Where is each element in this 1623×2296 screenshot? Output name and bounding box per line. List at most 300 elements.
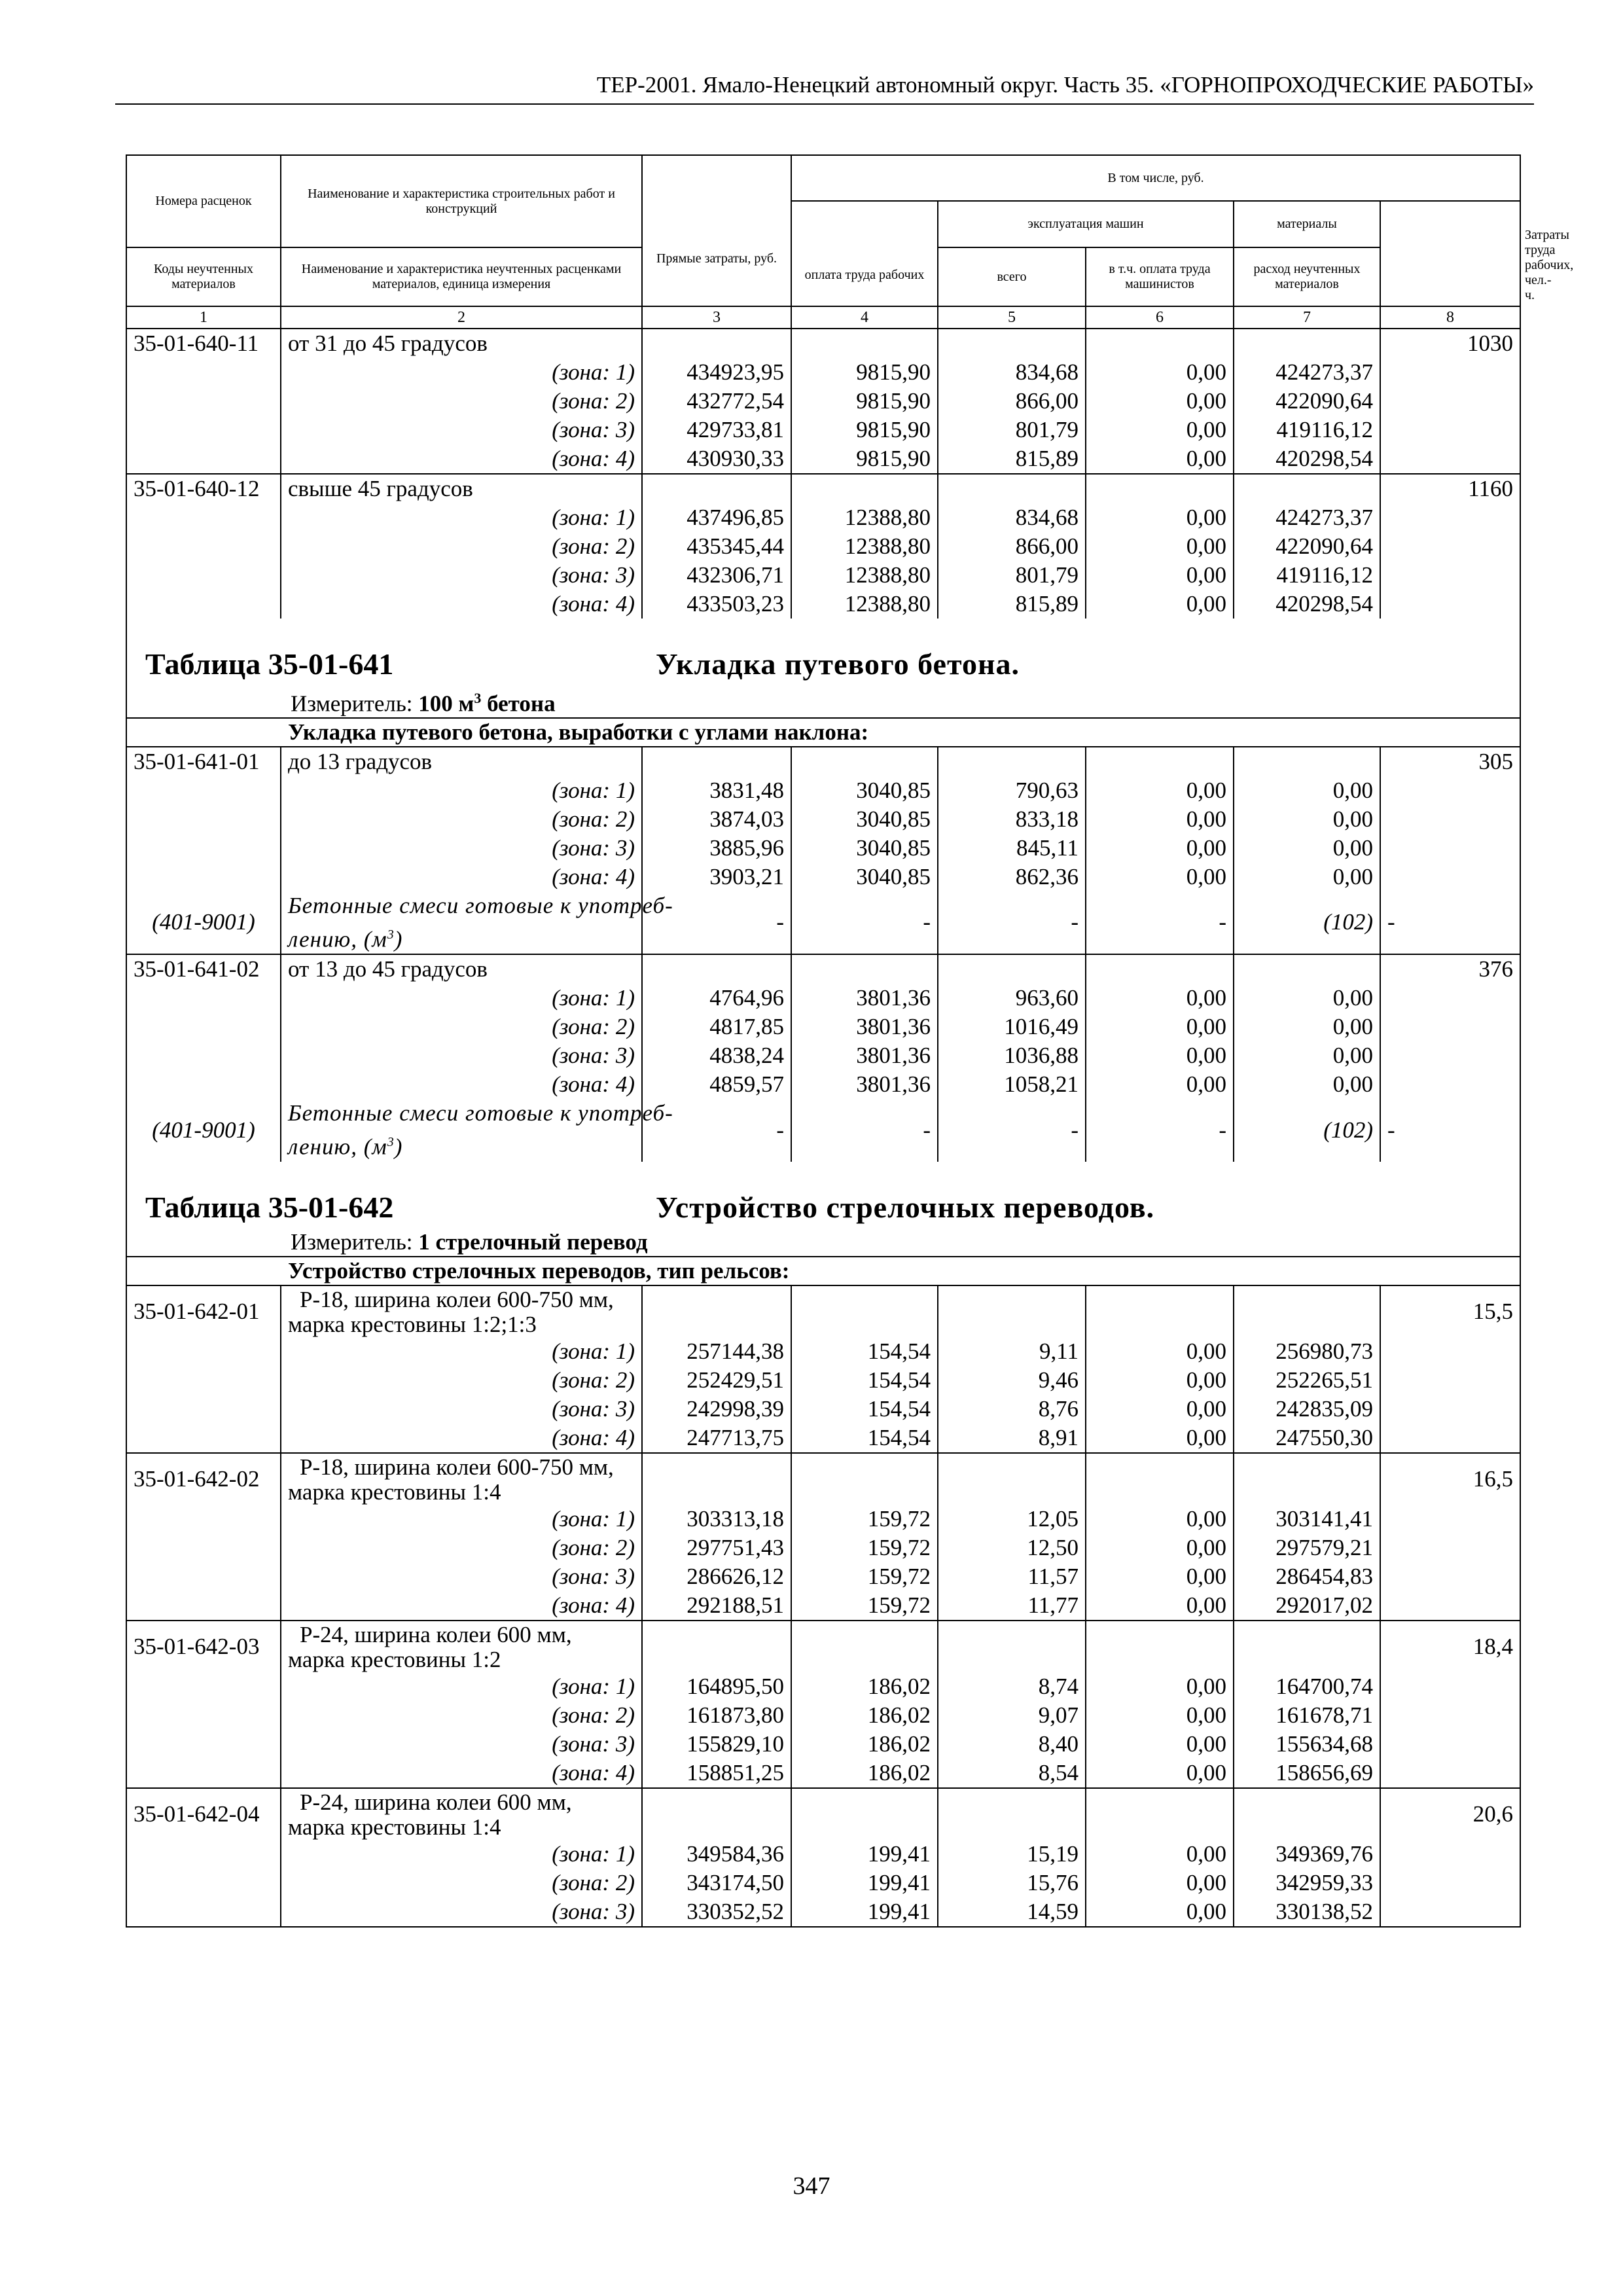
zone-value: 9815,90 [791,387,938,416]
zone-label: (зона: 3) [281,1730,642,1759]
zone-value: 437496,85 [642,503,791,532]
material-value: - [642,1099,791,1162]
empty-cell [1380,805,1520,834]
empty-cell [938,329,1086,358]
rate-code: 35-01-642-04 [126,1788,281,1840]
rate-code: 35-01-640-12 [126,474,281,503]
zone-value: 3801,36 [791,1013,938,1041]
zone-value: 247713,75 [642,1424,791,1453]
zone-value: 164700,74 [1234,1672,1380,1701]
empty-cell [126,1730,281,1759]
header-rule [115,103,1534,105]
table-number: Таблица 35-01-641 [145,647,394,681]
zone-value: 419116,12 [1234,416,1380,444]
empty-cell [126,1672,281,1701]
labor-cost: 1160 [1380,474,1520,503]
material-name-line1: Бетонные смеси готовые к употреб- [288,1100,673,1126]
material-name-line1: Бетонные смеси готовые к употреб- [288,892,673,918]
measure-superscript: 3 [474,690,482,706]
empty-cell [126,1424,281,1453]
table-row [126,1621,1520,1672]
zone-value: 4817,85 [642,1013,791,1041]
empty-cell [126,1869,281,1897]
empty-cell [1380,1730,1520,1759]
empty-cell [126,1534,281,1562]
rate-code: 35-01-642-02 [126,1453,281,1505]
measure [126,685,1520,718]
empty-cell [126,590,281,619]
zone-label: (зона: 4) [281,1591,642,1621]
zone-row [126,1013,1520,1041]
zone-value: 866,00 [938,532,1086,561]
empty-cell [1380,1505,1520,1534]
rate-name: свыше 45 градусов [281,474,642,503]
empty-cell [126,444,281,474]
rate-name: до 13 градусов [281,747,642,776]
zone-value: 1036,88 [938,1041,1086,1070]
empty-cell [1086,1453,1234,1505]
col-header-machines-total: всего [938,247,1086,306]
table-row [126,1285,1520,1337]
zone-value: 0,00 [1086,1366,1234,1395]
zone-row [126,358,1520,387]
empty-cell [126,1013,281,1041]
empty-cell [1380,1759,1520,1788]
zone-value: 12,50 [938,1534,1086,1562]
empty-cell [1380,1534,1520,1562]
empty-cell [1234,329,1380,358]
measure-tail: бетона [481,691,556,717]
material-labor: - [1380,891,1520,955]
zone-value: 12388,80 [791,561,938,590]
material-value: - [642,891,791,955]
zone-value: 3885,96 [642,834,791,863]
zone-row [126,863,1520,891]
zone-value: 845,11 [938,834,1086,863]
empty-cell [1380,1041,1520,1070]
zone-row [126,1562,1520,1591]
material-code: (401-9001) [126,1099,281,1162]
empty-cell [1234,1621,1380,1672]
rate-name [281,1453,642,1505]
empty-cell [791,1285,938,1337]
empty-cell [791,1621,938,1672]
rate-code: 35-01-642-03 [126,1621,281,1672]
empty-cell [791,474,938,503]
rate-name-line1: Р-24, ширина колеи 600 мм, [300,1789,572,1815]
zone-value: 3801,36 [791,1041,938,1070]
zone-label: (зона: 2) [281,1869,642,1897]
zone-value: 292188,51 [642,1591,791,1621]
zone-value: 292017,02 [1234,1591,1380,1621]
col-header-material-consumption: расход неучтенных материалов [1234,247,1380,306]
empty-cell [1380,1897,1520,1927]
col-header-materials: материалы [1234,201,1380,247]
zone-value: 0,00 [1234,863,1380,891]
zone-value: 242835,09 [1234,1395,1380,1424]
empty-cell [126,863,281,891]
empty-cell [126,532,281,561]
table-title [126,619,1520,685]
zone-row [126,984,1520,1013]
section-row [126,718,1520,747]
zone-label: (зона: 3) [281,1395,642,1424]
zone-label: (зона: 2) [281,532,642,561]
table-row [126,1788,1520,1840]
zone-row [126,1869,1520,1897]
zone-value: 815,89 [938,590,1086,619]
rate-name-line1: Р-24, ширина колеи 600 мм, [300,1621,572,1647]
empty-cell [791,954,938,984]
zone-value: 834,68 [938,503,1086,532]
empty-cell [126,1337,281,1366]
zone-value: 3801,36 [791,984,938,1013]
zone-value: 0,00 [1086,1591,1234,1621]
col-header-group: В том числе, руб. [791,155,1520,201]
empty-cell [642,954,791,984]
col-number: 6 [1086,306,1234,329]
zone-label: (зона: 2) [281,1013,642,1041]
zone-label: (зона: 1) [281,1672,642,1701]
col-number: 3 [642,306,791,329]
zone-value: 158656,69 [1234,1759,1380,1788]
zone-value: 4838,24 [642,1041,791,1070]
table-title [126,1162,1520,1229]
col-header-labor-pay: оплата труда рабочих [791,201,938,306]
empty-cell [1380,1672,1520,1701]
empty-cell [126,776,281,805]
zone-value: 8,76 [938,1395,1086,1424]
col-number: 8 [1380,306,1520,329]
measure-row [126,1229,1520,1257]
zone-label: (зона: 3) [281,1041,642,1070]
rate-code: 35-01-642-01 [126,1285,281,1337]
zone-label: (зона: 1) [281,984,642,1013]
empty-cell [1380,1591,1520,1621]
empty-cell [1086,1285,1234,1337]
zone-value: 186,02 [791,1759,938,1788]
zone-value: 3831,48 [642,776,791,805]
empty-cell [1086,747,1234,776]
empty-cell [1380,1840,1520,1869]
empty-cell [791,1788,938,1840]
empty-cell [1380,834,1520,863]
zone-value: 0,00 [1234,1013,1380,1041]
measure-row [126,685,1520,718]
material-row [126,1099,1520,1162]
section-title: Укладка путевого бетона, выработки с углами наклона: [126,718,1520,747]
empty-cell [126,1562,281,1591]
zone-value: 422090,64 [1234,387,1380,416]
zone-value: 154,54 [791,1366,938,1395]
zone-value: 0,00 [1086,590,1234,619]
material-value: - [791,891,938,955]
zone-value: 420298,54 [1234,444,1380,474]
col-header-rate-numbers: Номера расценок [126,155,281,247]
measure-label: Измеритель: [291,691,419,717]
material-name [281,1099,673,1162]
zone-value: 12388,80 [791,590,938,619]
zone-row [126,834,1520,863]
zone-label: (зона: 1) [281,1505,642,1534]
table-title-text: Устройство стрелочных переводов. [656,1190,1155,1224]
zone-value: 862,36 [938,863,1086,891]
zone-value: 12388,80 [791,503,938,532]
zone-row [126,532,1520,561]
col-header-machines: эксплуатация машин [938,201,1234,247]
zone-value: 155634,68 [1234,1730,1380,1759]
zone-value: 3040,85 [791,805,938,834]
zone-value: 15,19 [938,1840,1086,1869]
zone-value: 0,00 [1234,984,1380,1013]
zone-value: 0,00 [1086,1840,1234,1869]
zone-value: 256980,73 [1234,1337,1380,1366]
zone-label: (зона: 3) [281,416,642,444]
measure-value: 100 м [418,691,474,717]
zone-value: 3040,85 [791,863,938,891]
zone-value: 801,79 [938,416,1086,444]
zone-value: 11,57 [938,1562,1086,1591]
rate-name-line1: Р-18, ширина колеи 600-750 мм, [300,1454,614,1480]
zone-value: 247550,30 [1234,1424,1380,1453]
empty-cell [938,474,1086,503]
material-name-line3: ) [394,1134,403,1160]
zone-value: 815,89 [938,444,1086,474]
zone-value: 349369,76 [1234,1840,1380,1869]
zone-value: 297579,21 [1234,1534,1380,1562]
zone-value: 0,00 [1234,834,1380,863]
zone-label: (зона: 2) [281,1701,642,1730]
zone-row [126,1730,1520,1759]
page-number: 347 [793,2172,830,2200]
zone-label: (зона: 3) [281,834,642,863]
empty-cell [1380,532,1520,561]
zone-value: 424273,37 [1234,503,1380,532]
measure [126,1229,1520,1257]
zone-value: 0,00 [1086,984,1234,1013]
zone-row [126,1897,1520,1927]
page-header: ТЕР-2001. Ямало-Ненецкий автономный округ. Часть 35. «ГОРНОПРОХОДЧЕСКИЕ РАБОТЫ» [596,72,1534,98]
zone-label: (зона: 4) [281,1070,642,1099]
zone-row [126,1337,1520,1366]
zone-value: 9,11 [938,1337,1086,1366]
zone-value: 159,72 [791,1591,938,1621]
rate-name-line2: марка крестовины 1:4 [288,1814,501,1840]
empty-cell [1380,776,1520,805]
zone-row [126,1672,1520,1701]
empty-cell [1380,1395,1520,1424]
rate-name [281,1621,642,1672]
zone-value: 158851,25 [642,1759,791,1788]
col-number: 7 [1234,306,1380,329]
zone-value: 0,00 [1086,503,1234,532]
zone-value: 186,02 [791,1701,938,1730]
empty-cell [938,1788,1086,1840]
zone-value: 3801,36 [791,1070,938,1099]
zone-value: 0,00 [1086,805,1234,834]
zone-value: 159,72 [791,1562,938,1591]
zone-label: (зона: 4) [281,863,642,891]
zone-value: 801,79 [938,561,1086,590]
labor-cost: 376 [1380,954,1520,984]
table-number: Таблица 35-01-642 [145,1190,394,1224]
zone-value: 0,00 [1086,1562,1234,1591]
empty-cell [126,387,281,416]
empty-cell [1086,954,1234,984]
zone-row [126,776,1520,805]
empty-cell [1380,984,1520,1013]
zone-value: 8,54 [938,1759,1086,1788]
zone-value: 14,59 [938,1897,1086,1927]
rate-name: от 31 до 45 градусов [281,329,642,358]
empty-cell [126,561,281,590]
zone-row [126,1041,1520,1070]
zone-value: 0,00 [1086,532,1234,561]
zone-row [126,1070,1520,1099]
zone-label: (зона: 1) [281,776,642,805]
empty-cell [1380,1562,1520,1591]
zone-value: 0,00 [1086,1897,1234,1927]
zone-row [126,503,1520,532]
zone-value: 155829,10 [642,1730,791,1759]
rate-name [281,1285,642,1337]
empty-cell [126,834,281,863]
rate-name-line2: марка крестовины 1:2;1:3 [288,1311,537,1337]
zone-row [126,387,1520,416]
zone-value: 11,77 [938,1591,1086,1621]
zone-value: 0,00 [1086,834,1234,863]
zone-value: 0,00 [1086,1041,1234,1070]
col-header-material-codes: Коды неучтенных материалов [126,247,281,306]
zone-value: 0,00 [1086,1869,1234,1897]
empty-cell [938,1621,1086,1672]
section-title: Устройство стрелочных переводов, тип рельсов: [126,1257,1520,1285]
empty-cell [1380,1013,1520,1041]
empty-cell [1086,474,1234,503]
empty-cell [1234,1453,1380,1505]
labor-cost: 305 [1380,747,1520,776]
measure-value: 1 стрелочный перевод [418,1229,648,1255]
zone-row [126,1701,1520,1730]
empty-cell [1380,358,1520,387]
zone-value: 330352,52 [642,1897,791,1927]
empty-cell [1086,1621,1234,1672]
empty-cell [1234,747,1380,776]
zone-value: 424273,37 [1234,358,1380,387]
zone-value: 419116,12 [1234,561,1380,590]
empty-cell [1086,1788,1234,1840]
col-number: 2 [281,306,642,329]
zone-label: (зона: 3) [281,1897,642,1927]
rate-name-line2: марка крестовины 1:4 [288,1479,501,1505]
zone-value: 8,74 [938,1672,1086,1701]
zone-value: 430930,33 [642,444,791,474]
rate-name-line2: марка крестовины 1:2 [288,1646,501,1672]
zone-label: (зона: 4) [281,444,642,474]
zone-value: 15,76 [938,1869,1086,1897]
zone-value: 199,41 [791,1840,938,1869]
zone-value: 866,00 [938,387,1086,416]
rate-code: 35-01-641-01 [126,747,281,776]
empty-cell [126,358,281,387]
zone-label: (зона: 1) [281,1337,642,1366]
rate-name [281,1788,642,1840]
empty-cell [642,1788,791,1840]
zone-value: 435345,44 [642,532,791,561]
zone-value: 154,54 [791,1424,938,1453]
zone-value: 3874,03 [642,805,791,834]
zone-value: 834,68 [938,358,1086,387]
empty-cell [1380,590,1520,619]
empty-cell [126,984,281,1013]
zone-value: 154,54 [791,1337,938,1366]
empty-cell [1380,503,1520,532]
zone-value: 154,54 [791,1395,938,1424]
zone-value: 161873,80 [642,1701,791,1730]
table-title-row [126,1162,1520,1229]
empty-cell [642,1621,791,1672]
zone-row [126,1366,1520,1395]
zone-value: 252265,51 [1234,1366,1380,1395]
empty-cell [1234,1788,1380,1840]
zone-row [126,805,1520,834]
material-labor: - [1380,1099,1520,1162]
empty-cell [1380,1070,1520,1099]
empty-cell [126,1759,281,1788]
empty-cell [1380,1337,1520,1366]
zone-row [126,590,1520,619]
zone-value: 0,00 [1234,1041,1380,1070]
empty-cell [126,1840,281,1869]
zone-label: (зона: 1) [281,503,642,532]
zone-label: (зона: 4) [281,1759,642,1788]
labor-cost: 16,5 [1380,1453,1520,1505]
col-number: 1 [126,306,281,329]
material-name-line2: лению, (м [288,1134,387,1160]
zone-value: 3040,85 [791,776,938,805]
zone-value: 0,00 [1234,1070,1380,1099]
zone-value: 432772,54 [642,387,791,416]
empty-cell [126,416,281,444]
col-header-direct-costs: Прямые затраты, руб. [642,155,791,306]
zone-value: 164895,50 [642,1672,791,1701]
empty-cell [1380,1366,1520,1395]
zone-value: 0,00 [1086,1730,1234,1759]
empty-cell [642,474,791,503]
empty-cell [1086,329,1234,358]
zone-value: 297751,43 [642,1534,791,1562]
zone-value: 0,00 [1234,805,1380,834]
zone-value: 8,40 [938,1730,1086,1759]
rate-name: от 13 до 45 градусов [281,954,642,984]
empty-cell [126,1701,281,1730]
empty-cell [1380,863,1520,891]
empty-cell [642,1285,791,1337]
zone-value: 257144,38 [642,1337,791,1366]
zone-value: 0,00 [1086,1395,1234,1424]
table-row [126,747,1520,776]
zone-value: 433503,23 [642,590,791,619]
section-row [126,1257,1520,1285]
empty-cell [126,1395,281,1424]
zone-value: 429733,81 [642,416,791,444]
zone-value: 420298,54 [1234,590,1380,619]
labor-cost: 15,5 [1380,1285,1520,1337]
empty-cell [1234,474,1380,503]
empty-cell [1234,1285,1380,1337]
zone-row [126,1591,1520,1621]
material-name-line3: ) [394,926,403,952]
